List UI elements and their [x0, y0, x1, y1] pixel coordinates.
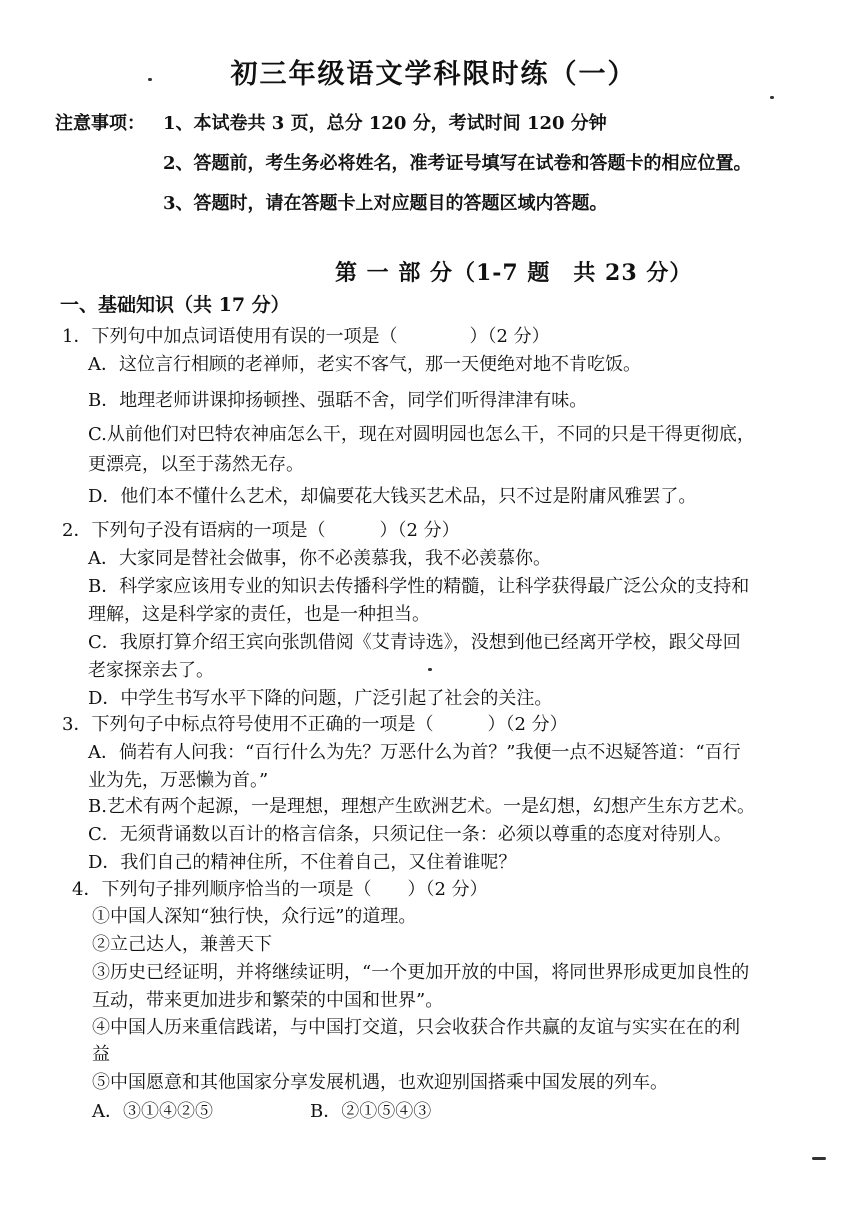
- question-4-sentence-5: ⑤中国愿意和其他国家分享发展机遇，也欢迎别国搭乘中国发展的列车。: [92, 1072, 668, 1093]
- question-1-option-d: D．他们本不懂什么艺术，却偏要花大钱买艺术品，只不过是附庸风雅罢了。: [88, 486, 697, 507]
- notes-item: 2、答题前，考生务必将姓名，准考证号填写在试卷和答题卡的相应位置。: [163, 153, 752, 174]
- question-2-option-c-line1: C．我原打算介绍王宾向张凯借阅《艾青诗选》，没想到他已经离开学校，跟父母回: [88, 632, 741, 653]
- part-title: 第 一 部 分（1-7 题 共 23 分）: [335, 260, 693, 286]
- question-1-option-b: B．地理老师讲课抑扬顿挫、强聒不舍，同学们听得津津有味。: [88, 390, 588, 411]
- exam-title: 初三年级语文学科限时练（一）: [230, 59, 637, 90]
- question-3-option-d: D．我们自己的精神住所，不住着自己，又住着谁呢？: [88, 852, 517, 873]
- question-3-option-b: B.艺术有两个起源，一是理想，理想产生欧洲艺术。一是幻想，幻想产生东方艺术。: [88, 796, 755, 817]
- question-2-option-b-line2: 理解，这是科学家的责任，也是一种担当。: [88, 604, 430, 625]
- question-3-option-c: C．无须背诵数以百计的格言信条，只须记住一条：必须以尊重的态度对待别人。: [88, 824, 732, 845]
- question-2-stem: 2．下列句子没有语病的一项是（ ）（2 分）: [62, 520, 460, 541]
- scan-speck: [812, 1157, 826, 1160]
- notes-item: 3、答题时，请在答题卡上对应题目的答题区域内答题。: [163, 193, 608, 214]
- question-2-option-d: D．中学生书写水平下降的问题，广泛引起了社会的关注。: [88, 688, 553, 709]
- question-4-stem: 4．下列句子排列顺序恰当的一项是（ ）（2 分）: [72, 879, 488, 900]
- question-1-stem: 1．下列句中加点词语使用有误的一项是（ ）（2 分）: [62, 326, 550, 347]
- section-title: 一、基础知识（共 17 分）: [60, 294, 290, 316]
- notes-block: [55, 104, 752, 224]
- question-3-stem: 3．下列句子中标点符号使用不正确的一项是（ ）（2 分）: [62, 714, 568, 735]
- question-1-option-a: A．这位言行相顾的老禅师，老实不客气，那一天便绝对地不肯吃饭。: [88, 354, 641, 375]
- question-4-sentence-4-line1: ④中国人历来重信践诺，与中国打交道，只会收获合作共赢的友谊与实实在在的利: [92, 1017, 740, 1038]
- question-2-option-c-line2: 老家探亲去了。: [88, 660, 214, 681]
- question-1-option-c-line2: 更漂亮，以至于荡然无存。: [88, 454, 304, 475]
- question-2-option-a: A．大家同是替社会做事，你不必羡慕我，我不必羡慕你。: [88, 548, 551, 569]
- scan-speck: [770, 96, 774, 99]
- question-4-sentence-1: ①中国人深知“独行快，众行远”的道理。: [92, 906, 417, 927]
- scan-speck: [148, 78, 152, 81]
- question-2-option-b-line1: B．科学家应该用专业的知识去传播科学性的精髓，让科学获得最广泛公众的支持和: [88, 576, 750, 597]
- question-3-option-a-line1: A．倘若有人问我：“百行什么为先？万恶什么为首？”我便一点不迟疑答道：“百行: [88, 742, 741, 763]
- question-4-choice-a: A．③①④②⑤: [92, 1101, 213, 1122]
- notes-item: 1、本试卷共 3 页，总分 120 分，考试时间 120 分钟: [163, 113, 607, 134]
- notes-row-3: [55, 184, 752, 224]
- question-4-choice-b: B．②①⑤④③: [310, 1101, 432, 1122]
- question-4-sentence-3-line1: ③历史已经证明，并将继续证明，“一个更加开放的中国，将同世界形成更加良性的: [92, 962, 750, 983]
- question-1-option-c-line1: C.从前他们对巴特农神庙怎么干，现在对圆明园也怎么干，不同的只是干得更彻底，: [88, 424, 755, 445]
- question-4-sentence-2: ②立己达人，兼善天下: [92, 934, 272, 955]
- notes-row-2: [55, 144, 752, 184]
- question-4-sentence-3-line2: 互动，带来更加进步和繁荣的中国和世界”。: [92, 990, 444, 1011]
- scan-speck: [428, 668, 432, 671]
- question-4-sentence-4-line2: 益: [92, 1044, 110, 1065]
- notes-row-1: [55, 104, 752, 144]
- question-3-option-a-line2: 业为先，万恶懒为首。”: [88, 770, 269, 791]
- notes-label: 注意事项：: [55, 113, 145, 134]
